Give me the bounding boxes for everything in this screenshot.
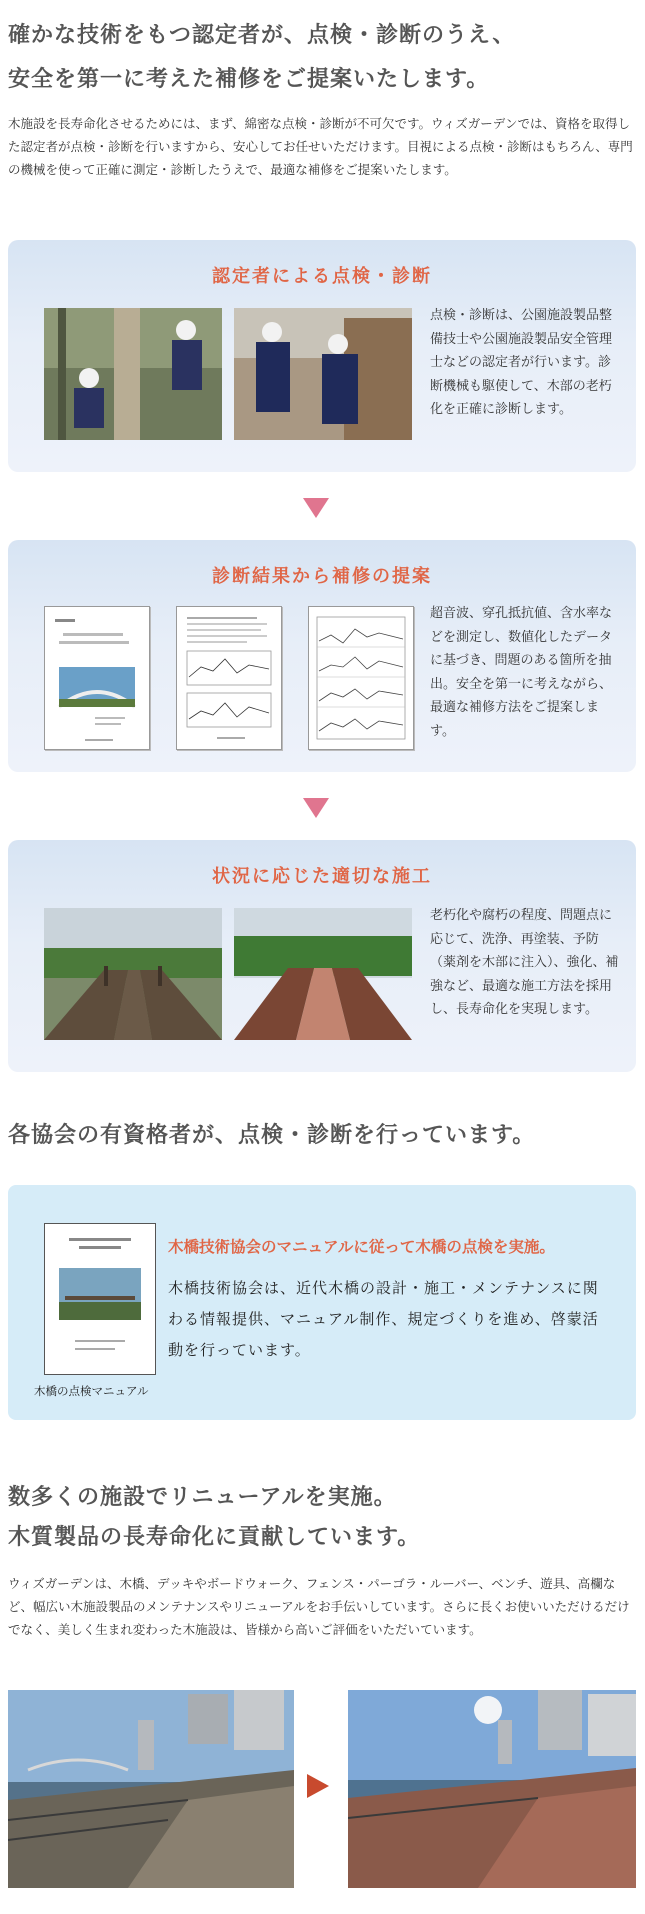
intro-paragraph: 木施設を長寿命化させるためには、まず、綿密な点検・診断が不可欠です。ウィズガーデンでは、資格を取得した認定者が点検・診断を行いますから、安心してお任せいただけます。目視による点検・診断はもちろん、専門の機械を使って正確に測定・診断したうえで、最適な補修をご提案いたします。 (8, 116, 633, 177)
step-description: 老朽化や腐朽の程度、問題点に応じて、洗浄、再塗装、予防（薬剤を木部に注入）、強化、補強など、最適な施工方法を採用し、長寿命化を実現します。 (430, 908, 619, 1017)
association-panel (8, 1185, 636, 1420)
report-page-thumbnail (176, 606, 282, 750)
intro-heading-line2: 安全を第一に考えた補修をご提案いたします。 (8, 67, 490, 92)
bridge-before-photo (44, 908, 222, 1040)
inspection-photo-1 (44, 308, 222, 440)
renewal-after-photo (348, 1690, 636, 1888)
association-highlight: 木橋技術協会のマニュアルに従って木橋の点検を実施。 (168, 1238, 555, 1256)
report-cover-thumbnail (44, 606, 150, 750)
renewal-heading-line1: 数多くの施設でリニューアルを実施。 (8, 1485, 397, 1510)
bridge-after-photo (234, 908, 412, 1040)
arrow-right-icon (307, 1774, 329, 1798)
inspection-photo-2 (234, 308, 412, 440)
association-body: 木橋技術協会は、近代木橋の設計・施工・メンテナンスに関わる情報提供、マニュアル制作、規定づくりを進め、啓蒙活動を行っています。 (168, 1279, 599, 1359)
renewal-heading-line2: 木質製品の長寿命化に貢献しています。 (8, 1525, 421, 1550)
renewal-paragraph: ウィズガーデンは、木橋、デッキやボードウォーク、フェンス・パーゴラ・ルーバー、ベンチ、遊具、高欄など、幅広い木施設製品のメンテナンスやリニューアルをお手伝いしています。さらに長くお使いいただけるだけでなく、美しく生まれ変わった木施設は、皆様から高いご評価をいただいています。 (8, 1576, 630, 1637)
renewal-before-photo (8, 1690, 294, 1888)
step-panel-proposal (8, 540, 636, 772)
step-description: 超音波、穿孔抵抗値、含水率などを測定し、数値化したデータに基づき、問題のある箇所を抽出。安全を第一に考えながら、最適な補修方法をご提案します。 (430, 606, 613, 739)
inspection-manual-cover (44, 1223, 156, 1375)
step-title: 認定者による点検・診断 (212, 266, 432, 287)
step-title: 診断結果から補修の提案 (212, 566, 432, 587)
step-description: 点検・診断は、公園施設製品整備技士や公園施設製品安全管理士などの認定者が行います。診断機械も駆使して、木部の老朽化を正確に診断します。 (430, 308, 613, 417)
manual-caption: 木橋の点検マニュアル (34, 1384, 149, 1398)
arrow-down-icon (303, 498, 329, 518)
step-panel-inspection (8, 240, 636, 472)
step-title: 状況に応じた適切な施工 (212, 866, 432, 887)
arrow-down-icon (303, 798, 329, 818)
step-panel-construction (8, 840, 636, 1072)
intro-heading-line1: 確かな技術をもつ認定者が、点検・診断のうえ、 (8, 23, 516, 48)
association-heading: 各協会の有資格者が、点検・診断を行っています。 (8, 1123, 536, 1148)
data-chart-thumbnail (308, 606, 414, 750)
